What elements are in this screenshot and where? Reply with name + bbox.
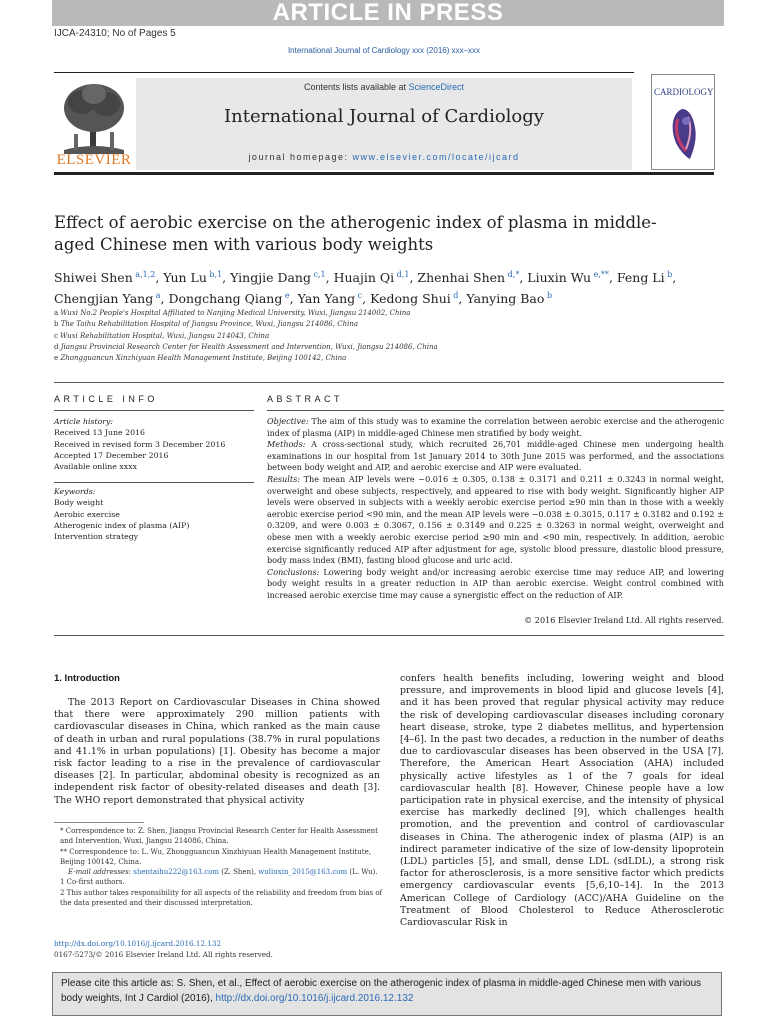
citation-text: Please cite this article as: S. Shen, et al., Effect of aerobic exercise on the atherogenic index of plasma in middle-aged Chinese men with various body weights, Int J Cardiol (2016), [61,978,702,1004]
abstract-bottom-rule [54,635,724,636]
affiliation-text: Zhongguancun Xinzhiyuan Health Management Institute, Beijing 100142, China [60,354,347,363]
abstract-copyright: © 2016 Elsevier Ireland Ltd. All rights reserved. [524,615,724,625]
sciencedirect-link[interactable]: ScienceDirect [408,82,465,92]
author-affil-sup[interactable]: a [153,291,161,301]
author-separator: , [289,291,298,307]
history-list [54,427,254,472]
footnote-rule [54,822,144,823]
introduction-heading: 1. Introduction [54,673,120,684]
affiliations [54,308,654,364]
footnote-responsibility: 2 This author takes responsibility for all aspects of the reliability and freedom from bias of the data presented and their discussed interpretation. [60,888,383,908]
affiliation-text: Jiangsu Provincial Research Center for Health Assessment and Intervention, Wuxi, Jiangsu 214086, China [60,342,438,351]
keyword-item: Aerobic exercise [54,509,120,519]
citation-box [52,972,722,1016]
footnotes [54,826,384,908]
author-separator: , [458,291,467,307]
keyword-item: Intervention strategy [54,532,139,542]
affiliation-item [54,353,654,364]
issn-line: 0167-5273/© 2016 Elsevier Ireland Ltd. All rights reserved. [54,950,273,959]
footnote-correspondence-2: ** Correspondence to: L. Wu, Zhongguancun Xinzhiyuan Health Management Institute, Beijing 100142, China. [60,847,371,866]
masthead-top-rule [54,72,634,73]
affiliation-item [54,319,654,330]
abstract-conclusions [267,567,724,602]
journal-cover-thumbnail[interactable] [651,74,715,170]
keyword-item: Body weight [54,498,104,508]
author-name[interactable]: Huajin Qi [333,270,395,286]
author-affil-sup[interactable]: c [355,291,363,301]
conclusions-label: Conclusions: [267,566,320,577]
author-separator: , [409,270,418,286]
affiliation-tag: a [54,309,61,317]
methods-text: A cross-sectional study, which recruited 26,701 middle-aged Chinese men undergoing health examinations in our hospital from 1st January 2014 to 30th June 2015 was performed, and the associations between body weight and AIP, and aerobic exercise and AIP were evaluated. [267,439,724,473]
article-in-press-banner: ARTICLE IN PRESS [52,0,724,26]
elsevier-wordmark: ELSEVIER [56,152,132,168]
author-affil-sup[interactable]: d,1 [394,270,410,279]
author-name[interactable]: Yun Lu [163,270,207,286]
author-separator: , [362,291,371,307]
methods-label: Methods: [267,439,306,450]
article-title: Effect of aerobic exercise on the atherogenic index of plasma in middle-aged Chinese men with various body weights [54,213,657,254]
author-name[interactable]: Zhenhai Shen [417,270,506,286]
doc-id: IJCA-24310; No of Pages 5 [54,28,176,39]
author-affil-sup[interactable]: b [664,270,673,279]
author-affil-sup[interactable]: d,* [505,270,520,279]
author-name[interactable]: Kedong Shui [370,291,451,307]
history-item: Received 13 June 2016 [54,428,145,438]
cover-title: CARDIOLOGY [654,87,714,97]
author-separator: , [325,270,334,286]
info-rule-2 [54,482,254,483]
author-name[interactable]: Dongchang Qiang [168,291,283,307]
keyword-item: Atherogenic index of plasma (AIP) [54,520,190,530]
author-separator: , [160,291,169,307]
affiliation-tag: e [54,354,61,363]
article-info-heading: ARTICLE INFO [54,394,158,404]
history-item: Accepted 17 December 2016 [54,450,169,460]
author-affil-sup[interactable]: b,1 [206,270,223,279]
author-name[interactable]: Yingjie Dang [230,270,311,286]
journal-masthead [136,78,632,170]
doi-link[interactable]: http://dx.doi.org/10.1016/j.ijcard.2016.12.132 [54,939,222,948]
footnote-correspondence-1: * Correspondence to: Z. Shen, Jiangsu Provincial Research Center for Health Assessment and Intervention, Wuxi, Jiangsu 214086, China. [60,827,378,846]
affiliation-tag: d [54,342,61,351]
homepage-line [136,152,632,162]
email-who-shen: (Z. Shen), [218,868,259,877]
masthead-bottom-rule [54,172,714,175]
author-separator: , [155,270,164,286]
contents-line [136,82,632,92]
section-divider [54,382,724,383]
abstract-body [267,416,724,602]
author-name[interactable]: Chengjian Yang [54,291,154,307]
author-name[interactable]: Feng Li [616,270,665,286]
author-name[interactable]: Yan Yang [297,291,356,307]
author-separator: , [672,270,677,286]
article-history [54,416,254,472]
objective-label: Objective: [267,416,309,426]
affiliation-tag: c [54,331,61,340]
author-separator: , [519,270,528,286]
author-name[interactable]: Shiwei Shen [54,270,133,286]
journal-line-link[interactable]: International Journal of Cardiology xxx (2016) xxx–xxx [287,46,481,55]
affiliation-item [54,342,654,353]
author-separator: , [222,270,231,286]
conclusions-text: Lowering body weight and/or increasing aerobic exercise time may reduce AIP, and lowering body weight results in a greater reduction in AIP than aerobic exercise. Weight control combined with increased aerobic exercise time may cause a synergistic effect on the reduction of AIP. [267,566,724,600]
history-label: Article history: [54,417,114,426]
homepage-link[interactable]: www.elsevier.com/locate/ijcard [352,152,520,162]
abstract-rule [267,410,724,411]
doi-block [54,938,384,960]
affiliation-text: Wuxi Rehabilitation Hospital, Wuxi, Jiangsu 214043, China [60,331,270,340]
contents-prefix: Contents lists available at [303,82,409,92]
abstract-objective [267,416,724,439]
affiliation-tag: b [54,320,61,329]
author-name[interactable]: Yanying Bao [466,291,545,307]
heart-image-icon [652,99,714,169]
history-item: Received in revised form 3 December 2016 [54,439,226,449]
email-link-wu[interactable]: wuliuxin_2015@163.com [258,868,348,877]
keyword-list [54,497,254,542]
elsevier-logo[interactable] [54,78,134,170]
author-affil-sup[interactable]: b [544,291,553,301]
intro-left-column: The 2013 Report on Cardiovascular Diseases in China showed that there were approximately 290 million patients with cardiovascular diseases in China, which ranked as the main cause of death in urban and rural populations (38.7% in rural populations and 41.1% in urban populations) [1]. Obesity has become a major risk factor leading to a rise in the prevalence of cardiovascular diseases [2]. In particular, abdominal obesity is recognized as an independent risk factor of obesity-related diseases and death [3]. The WHO report demonstrated that physical activity [54,697,380,806]
homepage-prefix: journal homepage: [248,152,353,162]
abstract-methods [267,439,724,474]
citation-doi-link[interactable]: http://dx.doi.org/10.1016/j.ijcard.2016.12.132 [215,992,414,1004]
results-label: Results: [267,473,300,484]
affiliation-text: The Taihu Rehabilitation Hospital of Jiangsu Province, Wuxi, Jiangsu 214086, China [60,320,358,329]
history-item: Available online xxxx [54,462,137,472]
author-affil-sup[interactable]: a,1,2 [132,270,156,279]
intro-right-column: confers health benefits including, lowering weight and blood pressure, and improvements in blood lipid and glucose levels [4], and it has been proved that regular physical activity may reduce the risk of developing cardiovascular diseases including coronary heart disease, stroke, type 2 diabetes mellitus, and hypertension [4–6]. In the past two decades, a reduction in the number of deaths due to cardiovascular diseases has been observed in the USA [7]. Therefore, the American Heart Association (AHA) included physically active lifestyles as 1 of the 7 goals for ideal cardiovascular health [8]. However, Chinese people have a low participation rate in physical exercise, and the intensity of physical exercise has markedly declined [9], which challenges health promotion, and the prevention and control of cardiovascular diseases in China. The atherogenic index of plasma (AIP) is an indirect parameter indicative of the size of low-density lipoprotein (LDL) particles [5], and small, dense LDL (sdLDL), a strong risk factor for atherosclerosis, is a more sensitive factor which predicts emergency cardiovascular events [5,6,10–14]. In the 2013 American College of Cardiology (ACC)/AHA Guideline on the Treatment of Blood Cholesterol to Reduce Atherosclerotic Cardiovascular Risk in [400,673,724,929]
author-affil-sup[interactable]: e,** [591,270,609,279]
author-affil-sup[interactable]: d [450,291,459,301]
keywords-block [54,486,254,542]
email-link-shen[interactable]: shentaihu222@163.com [133,868,219,877]
author-list [54,266,724,308]
affiliation-text: Wuxi No.2 People's Hospital Affiliated to Nanjing Medical University, Wuxi, Jiangsu 214002, China [60,309,411,317]
email-label: E-mail addresses: [68,868,132,877]
keywords-label: Keywords: [54,487,96,496]
affiliation-item [54,331,654,342]
affiliation-item [54,308,654,319]
abstract-heading: ABSTRACT [267,394,344,404]
footnote-emails [54,867,384,877]
objective-text: The aim of this study was to examine the correlation between aerobic exercise and the atherogenic index of plasma (AIP) in middle-aged Chinese men stratified by body weight. [267,416,724,438]
results-text: The mean AIP levels were −0.016 ± 0.305, 0.138 ± 0.3171 and 0.211 ± 0.3243 in normal weight, overweight and obese subjects, respectively, and appeared to rise with body weight. Significantly higher AIP levels were observed in subjects with a weekly aerobic exercise period ≥90 min than in those with a weekly aerobic exercise period <90 min, and the mean AIP levels were −0.038 ± 0.3015, 0.117 ± 0.3182 and 0.192 ± 0.3209, and were 0.003 ± 0.3067, 0.156 ± 0.3149 and 0.225 ± 0.3263 in normal weight, overweight and obese men with a weekly aerobic exercise period ≥90 min and <90 min, respectively. In addition, aerobic exercise significantly reduced AIP after adjustment for age, systolic blood pressure, diastolic blood pressure, body mass index (BMI), fasting blood glucose and uric acid. [267,473,724,566]
author-affil-sup[interactable]: c,1 [310,270,326,279]
author-affil-sup[interactable]: e [282,291,290,301]
journal-title: International Journal of Cardiology [224,106,544,127]
email-who-wu: (L. Wu). [347,868,378,877]
info-rule [54,410,254,411]
footnote-co-first: 1 Co-first authors. [60,878,125,887]
author-separator: , [608,270,617,286]
abstract-results [267,474,724,567]
author-name[interactable]: Liuxin Wu [527,270,592,286]
